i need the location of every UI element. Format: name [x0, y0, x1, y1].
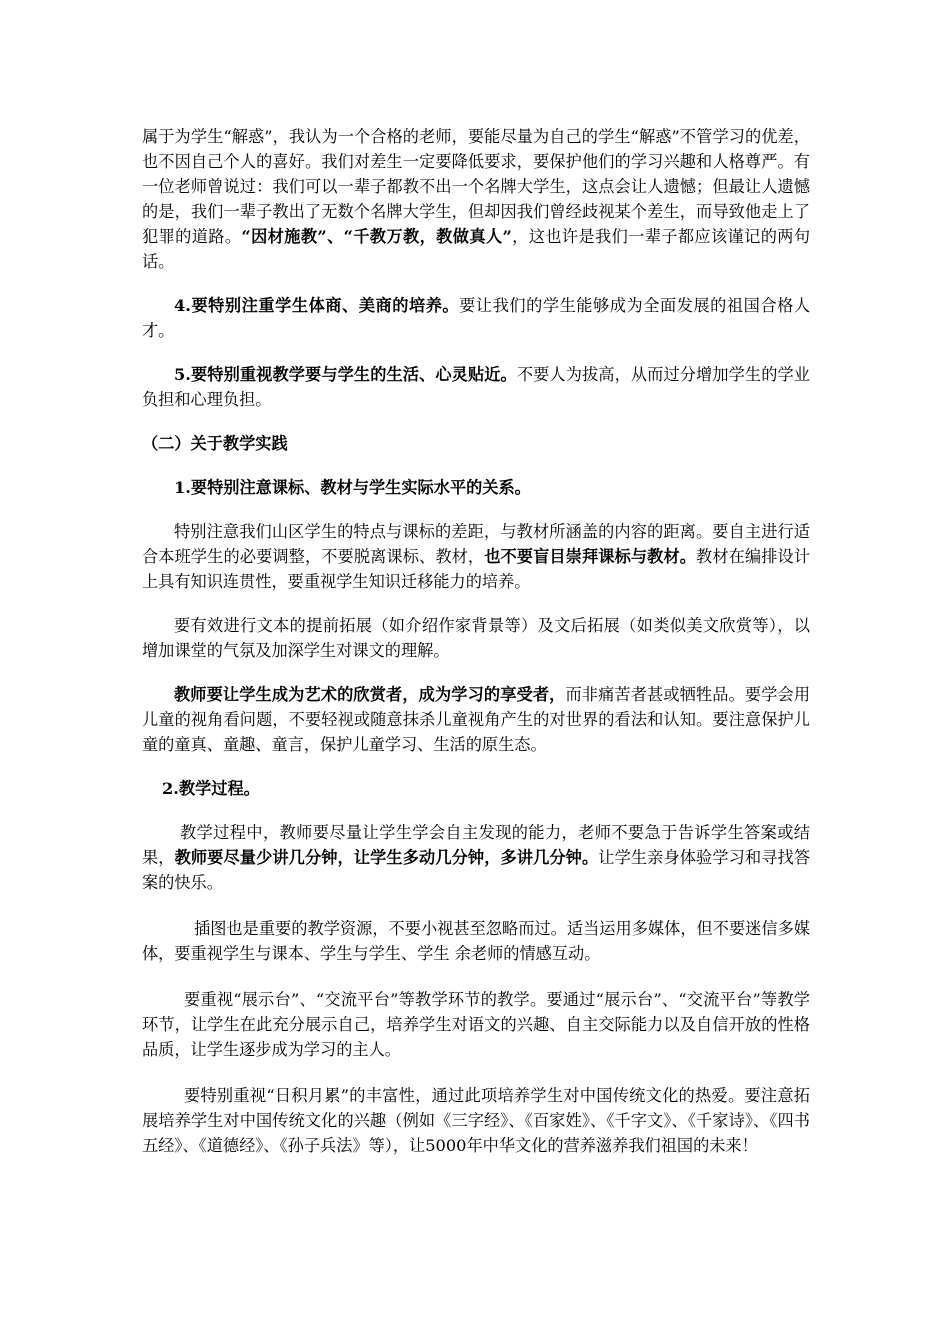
- paragraph-item-4: [142, 293, 810, 343]
- item-5-heading: 5.要特别重视教学要与学生的生活、心灵贴近。: [174, 365, 517, 384]
- paragraph-text: 教材在编排设计上具有知识连贯性，要重视学生知识迁移能力的培养。: [142, 547, 811, 591]
- subsection-heading-2: 2.教学过程。: [162, 779, 260, 798]
- document-page: [142, 124, 810, 1158]
- item-4-heading: 4.要特别注重学生体商、美商的培养。: [174, 296, 460, 315]
- paragraph-curriculum: [142, 519, 810, 594]
- paragraph-text: 不要人为拔高，从而过分增加学生的学业负担和心理负担。: [142, 365, 810, 409]
- paragraph-showcase: 要重视“展示台”、“交流平台”等教学环节的教学。要通过“展示台”、“交流平台”等教学环节，让学生在此充分展示自己，培养学生对语文的兴趣、自主交际能力以及自信开放的性格品质，让学生逐步成为学习的主人。: [142, 990, 810, 1059]
- paragraph-teaching-process: [142, 820, 810, 895]
- paragraph-text: ，这也许是我们一辈子都应该谨记的两句话。: [142, 227, 811, 271]
- paragraph-illustrations: 插图也是重要的教学资源，不要小视甚至忽略而过。适当运用多媒体，但不要迷信多媒体，要重视学生与课本、学生与学生、学生 余老师的情感互动。: [142, 919, 810, 963]
- paragraph-item-5: [142, 362, 810, 412]
- paragraph-text: 而非痛苦者甚或牺牲品。要学会用儿童的视角看问题，不要轻视或随意抹杀儿童视角产生的对世界的看法和认知。要注意保护儿童的童真、童趣、童言，保护儿童学习、生活的原生态。: [142, 685, 811, 754]
- paragraph-text: 教学过程中，教师要尽量让学生学会自主发现的能力，老师不要急于告诉学生答案或结果，: [142, 823, 810, 867]
- paragraph-text: 要让我们的学生能够成为全面发展的祖国合格人才。: [142, 296, 811, 340]
- paragraph-text: 让学生亲身体验学习和寻找答案的快乐。: [142, 848, 811, 892]
- paragraph-dispel-doubts: [142, 124, 810, 274]
- bold-emphasis: 教师要尽量少讲几分钟，让学生多动几分钟，多讲几分钟。: [174, 848, 599, 867]
- bold-emphasis: “因材施教”、“千教万教，教做真人”: [241, 227, 512, 246]
- paragraph-text-extension: 要有效进行文本的提前拓展（如介绍作家背景等）及文后拓展（如类似美文欣赏等），以增加课堂的气氛及加深学生对课文的理解。: [142, 616, 810, 660]
- paragraph-accumulation: 要特别重视“日积月累”的丰富性，通过此项培养学生对中国传统文化的热爱。要注意拓展培养学生对中国传统文化的兴趣（例如《三字经》、《百家姓》、《千字文》、《千家诗》、《四书五经》、《道德经》、《孙子兵法》等），让5000年中华文化的营养滋养我们祖国的未来！: [142, 1086, 810, 1155]
- bold-emphasis: 教师要让学生成为艺术的欣赏者，成为学习的享受者，: [174, 685, 566, 704]
- paragraph-text: 属于为学生“解惑”，我认为一个合格的老师，要能尽量为自己的学生“解惑”不管学习的优差，也不因自己个人的喜好。我们对差生一定要降低要求，要保护他们的学习兴趣和人格尊严。有一位老师曾说过：我们可以一辈子都教不出一个名牌大学生，这点会让人遗憾；但最让人遗憾的是，我们一辈子教出了无数个名牌大学生，但却因我们曾经歧视某个差生，而导致他走上了犯罪的道路。: [142, 127, 810, 246]
- subsection-heading-1: 1.要特别注意课标、教材与学生实际水平的关系。: [174, 478, 531, 497]
- bold-emphasis: 也不要盲目崇拜课标与教材。: [484, 547, 697, 566]
- paragraph-art-appreciation: [142, 682, 810, 757]
- paragraph-text: 特别注意我们山区学生的特点与课标的差距，与教材所涵盖的内容的距离。要自主进行适合本班学生的必要调整，不要脱离课标、教材，: [142, 522, 810, 566]
- section-heading-teaching-practice: （二）关于教学实践: [142, 434, 288, 453]
